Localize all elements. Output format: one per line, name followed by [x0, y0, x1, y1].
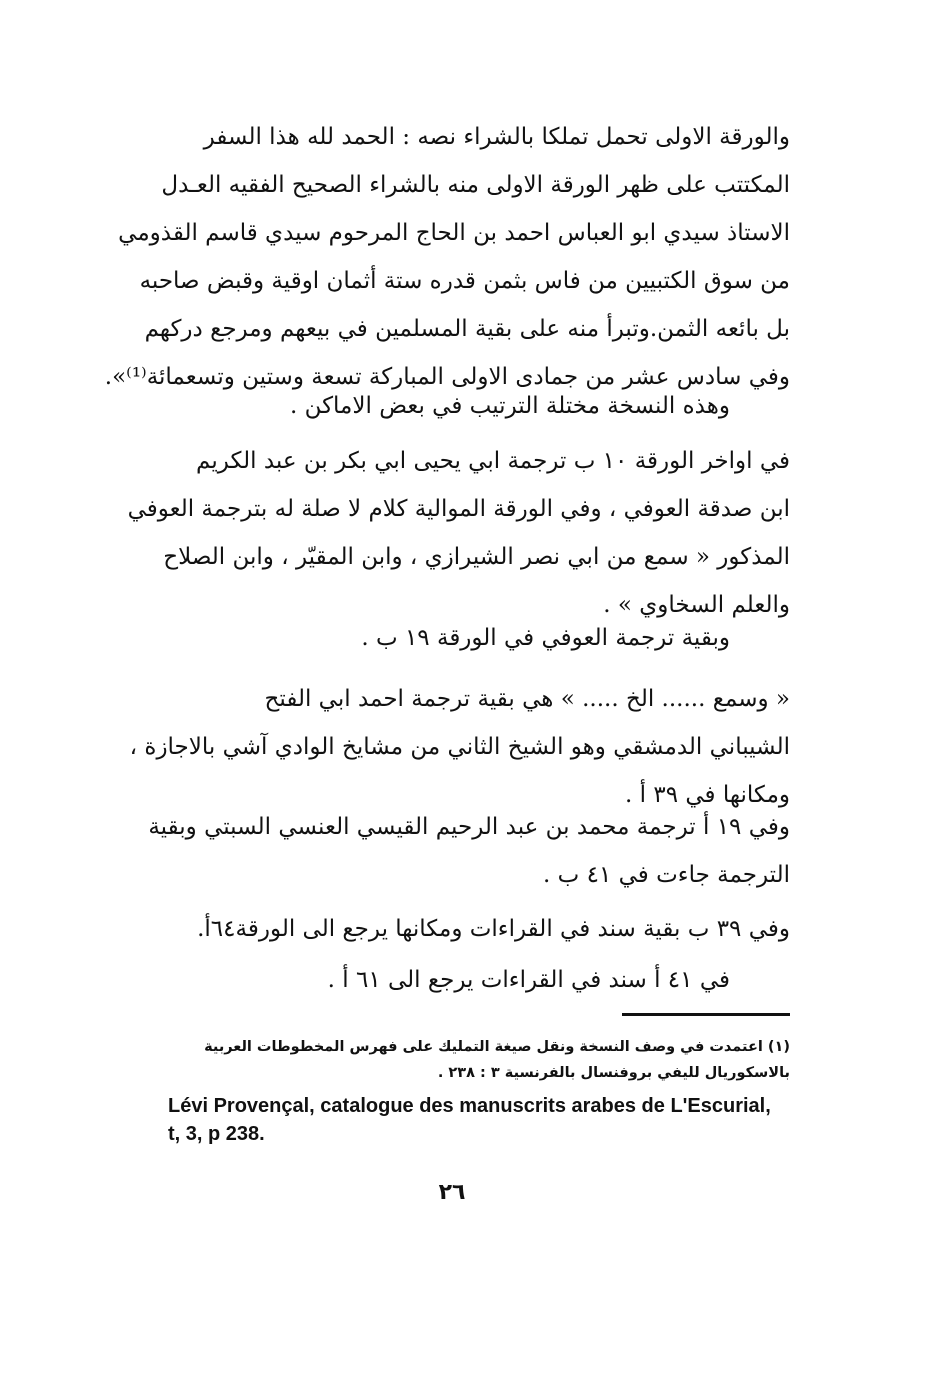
footnote-latin-line: t, 3, p 238. [168, 1123, 265, 1145]
text-line: وهذه النسخة مختلة الترتيب في بعض الاماكن . [289, 393, 730, 419]
paragraph-order-note [118, 382, 730, 430]
text-line: ومكانها في ٣٩ أ . [625, 782, 790, 808]
text-line: وفي ٣٩ ب بقية سند في القراءات ومكانها يرجع الى الورقة٦٤أ. [197, 916, 790, 942]
paragraph-shaybani [118, 675, 790, 819]
text-line: وبقية ترجمة العوفي في الورقة ١٩ ب . [361, 625, 730, 651]
text-line: والعلم السخاوي » . [603, 592, 790, 618]
text-line: في ٤١ أ سند في القراءات يرجع الى ٦١ أ . [327, 967, 730, 993]
footnote-arabic-line: (١) اعتمدت في وصف النسخة ونقل صيغة التمليك على فهرس المخطوطات العربية [204, 1039, 790, 1055]
text-line: والورقة الاولى تحمل تملكا بالشراء نصه : الحمد لله هذا السفر [203, 124, 790, 150]
text-line: الاستاذ سيدي ابو العباس احمد بن الحاج المرحوم سيدي قاسم القذومي [118, 220, 790, 246]
page-number: ٢٦ [438, 1180, 466, 1205]
paragraph-leaf-19b [118, 614, 730, 662]
text-line: الشيباني الدمشقي وهو الشيخ الثاني من مشايخ الوادي آشي بالاجازة ، [129, 734, 790, 760]
text-line: المكتتب على ظهر الورقة الاولى منه بالشراء الصحيح الفقيه العـدل [161, 172, 790, 198]
paragraph-leaf-10b [118, 437, 790, 629]
text-line: وفي سادس عشر من جمادى الاولى المباركة تسعة وستين وتسعمائة⁽¹⁾». [104, 364, 790, 390]
paragraph-leaf-39b [118, 905, 790, 953]
text-line: ابن صدقة العوفي ، وفي الورقة الموالية كلام لا صلة له بترجمة العوفي [127, 496, 790, 522]
footnote-divider [622, 1013, 790, 1016]
paragraph-ownership-inscription [104, 113, 790, 401]
paragraph-leaf-41a [118, 956, 730, 1004]
footnote-arabic-line: بالاسكوريال لليفي بروفنسال بالفرنسية ٣ : ٢٣٨ . [437, 1065, 790, 1081]
text-line: وفي ١٩ أ ترجمة محمد بن عبد الرحيم القيسي العنسي السبتي وبقية [148, 814, 790, 840]
text-line: المذكور « سمع من ابي نصر الشيرازي ، وابن المقيّر ، وابن الصلاح [163, 544, 790, 570]
footnote-latin-line: Lévi Provençal, catalogue des manuscrits arabes de L'Escurial, [168, 1095, 771, 1117]
text-line: في اواخر الورقة ١٠ ب ترجمة ابي يحيى ابي بكر بن عبد الكريم [196, 448, 790, 474]
text-line: من سوق الكتبيين من فاس بثمن قدره ستة أثمان اوقية وقبض صاحبه [139, 268, 790, 294]
text-line: بل بائعه الثمن.وتبرأ منه على بقية المسلمين في بيعهم ومرجع دركهم [144, 316, 790, 342]
paragraph-leaf-19a [118, 803, 790, 899]
text-line: « وسمع ...... الخ ..... » هي بقية ترجمة احمد ابي الفتح [264, 686, 790, 712]
text-line: الترجمة جاءت في ٤١ ب . [543, 862, 790, 888]
